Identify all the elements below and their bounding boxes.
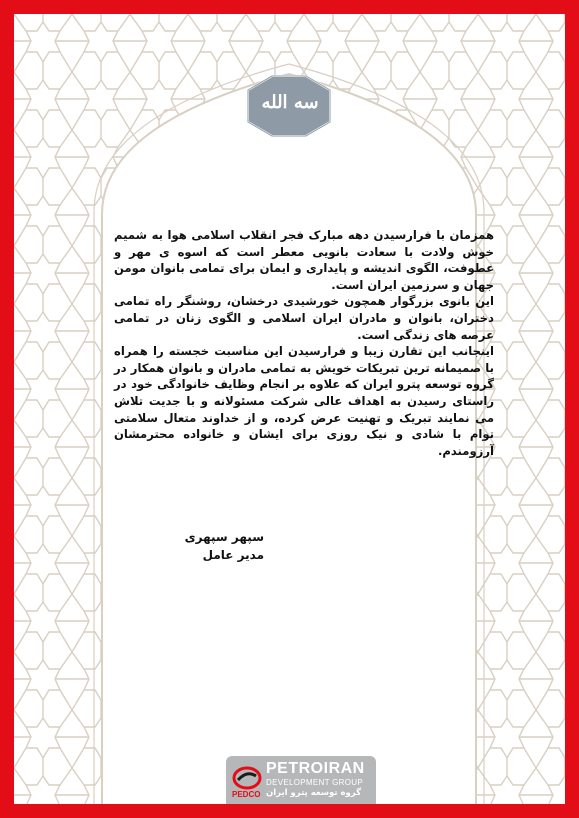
- signatory-title: مدیر عامل: [202, 548, 264, 562]
- logo-persian-name: گروه توسعه پترو ایران: [266, 788, 362, 798]
- logo-brand-text: PETROIRAN: [266, 760, 365, 777]
- logo-short-name: PEDCO: [232, 790, 261, 799]
- logo-subtitle: DEVELOPMENT GROUP: [266, 778, 363, 787]
- letter-body: [114, 227, 494, 459]
- signature-block: [124, 528, 264, 564]
- paragraph: همزمان با فرارسیدن دهه مبارک فجر انقلاب اسلامی هوا به شمیم خوش ولادت با سعادت بانویی معطر است که اسوه ی مهر و عطوفت، الگوی اندیشه و پایداری و ایمان برای تمامی بانوان مومن جهان و سرزمین ایران است.: [114, 228, 494, 292]
- page-inner: [14, 14, 565, 804]
- signatory-name: سپهر سپهری: [184, 530, 264, 544]
- paragraph: اینجانب این تقارن زیبا و فرارسیدن این مناسبت خجسته را همراه با صمیمانه ترین تبریکات خویش به تمامی مادران و بانوان همکار در گروه توسعه پترو ایران که علاوه بر انجام وظایف خانوادگی خود در راستای رسیدن به اهداف عالی شرکت مسئولانه و با جدیت تلاش می نمایند تبریک و تهنیت عرض کرده، و از خداوند متعال سلامتی توام با شادی و نیک روزی برای ایشان و خانواده محترمشان آرزومندم.: [114, 344, 494, 458]
- paragraph: این بانوی بزرگوار همچون خورشیدی درخشان، روشنگر راه تمامی دختران، بانوان و مادران ایران اسلامی و الگوی زنان در تمامی عرصه های زندگی است.: [114, 294, 494, 342]
- petroiran-logo-icon: [232, 766, 262, 790]
- emblem-calligraphy: سه الله: [261, 92, 319, 113]
- company-logo: [226, 756, 376, 804]
